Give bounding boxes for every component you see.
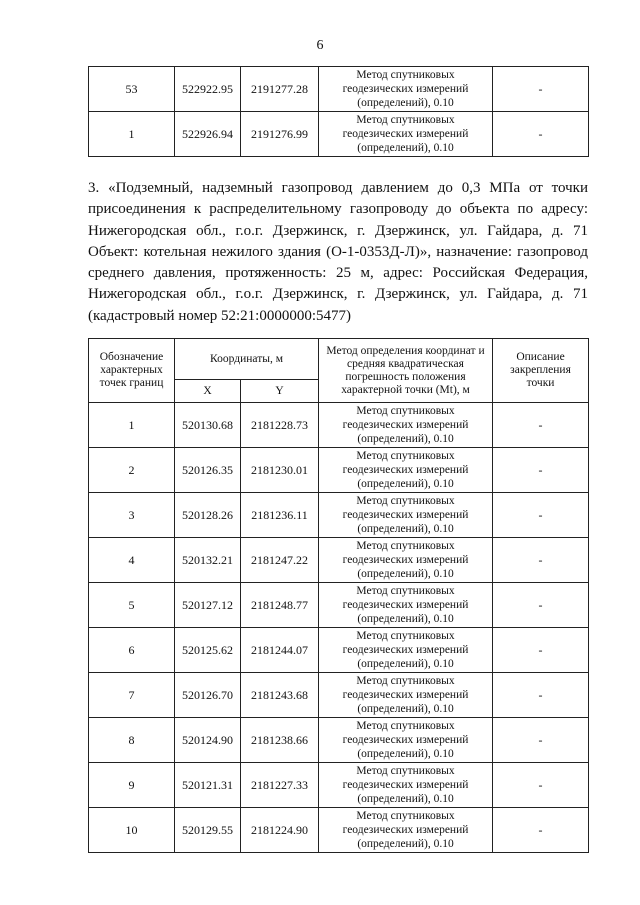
point-cell: 7 xyxy=(89,673,175,718)
description-cell: - xyxy=(493,808,589,853)
description-cell: - xyxy=(493,448,589,493)
table-header xyxy=(89,339,589,403)
method-cell: Метод спутниковых геодезических измерений (определений), 0.10 xyxy=(319,403,493,448)
main-coordinates-table xyxy=(88,338,589,853)
top-table-body xyxy=(89,67,589,157)
description-cell: - xyxy=(493,112,589,157)
description-cell: - xyxy=(493,763,589,808)
x-cell: 520125.62 xyxy=(175,628,241,673)
point-cell: 53 xyxy=(89,67,175,112)
point-cell: 10 xyxy=(89,808,175,853)
table-row xyxy=(89,673,589,718)
method-cell: Метод спутниковых геодезических измерений (определений), 0.10 xyxy=(319,808,493,853)
method-cell: Метод спутниковых геодезических измерений (определений), 0.10 xyxy=(319,493,493,538)
method-cell: Метод спутниковых геодезических измерений (определений), 0.10 xyxy=(319,583,493,628)
point-cell: 6 xyxy=(89,628,175,673)
y-cell: 2181244.07 xyxy=(241,628,319,673)
point-cell: 5 xyxy=(89,583,175,628)
method-cell: Метод спутниковых геодезических измерений (определений), 0.10 xyxy=(319,673,493,718)
x-cell: 520126.70 xyxy=(175,673,241,718)
description-cell: - xyxy=(493,538,589,583)
x-cell: 520132.21 xyxy=(175,538,241,583)
table-row xyxy=(89,538,589,583)
y-cell: 2181224.90 xyxy=(241,808,319,853)
main-table-body xyxy=(89,403,589,853)
y-cell: 2191277.28 xyxy=(241,67,319,112)
table-row xyxy=(89,628,589,673)
x-cell: 520127.12 xyxy=(175,583,241,628)
point-cell: 9 xyxy=(89,763,175,808)
y-cell: 2181238.66 xyxy=(241,718,319,763)
section-paragraph: 3. «Подземный, надземный газопровод давлением до 0,3 МПа от точки присоединения к распределительному газопроводу до объекта по адресу: Нижегородская обл., г.о.г. Дзержинск, г. Дзержинск, ул. Гайдара, д. 71 Объект: котельная нежилого здания (О-1-0353Д-Л)», назначение: газопровод среднего давления, протяженность: 25 м, адрес: Российская Федерация, Нижегородская обл., г.о.г. Дзержинск, г. Дзержинск, ул. Гайдара, д. 71 (кадастровый номер 52:21:0000000:5477) xyxy=(88,180,588,324)
table-row xyxy=(89,448,589,493)
point-cell: 3 xyxy=(89,493,175,538)
y-cell: 2181227.33 xyxy=(241,763,319,808)
top-coordinates-table xyxy=(88,66,589,157)
description-cell: - xyxy=(493,493,589,538)
table-row xyxy=(89,112,589,157)
header-point: Обозначение характерных точек границ xyxy=(89,339,175,403)
table-row xyxy=(89,403,589,448)
description-cell: - xyxy=(493,673,589,718)
x-cell: 520124.90 xyxy=(175,718,241,763)
x-cell: 522922.95 xyxy=(175,67,241,112)
table-row xyxy=(89,493,589,538)
description-cell: - xyxy=(493,403,589,448)
header-description: Описание закрепления точки xyxy=(493,339,589,403)
x-cell: 520126.35 xyxy=(175,448,241,493)
table-row xyxy=(89,718,589,763)
y-cell: 2181247.22 xyxy=(241,538,319,583)
point-cell: 2 xyxy=(89,448,175,493)
x-cell: 520130.68 xyxy=(175,403,241,448)
y-cell: 2181230.01 xyxy=(241,448,319,493)
point-cell: 1 xyxy=(89,112,175,157)
table-row xyxy=(89,763,589,808)
table-row xyxy=(89,808,589,853)
method-cell: Метод спутниковых геодезических измерений (определений), 0.10 xyxy=(319,763,493,808)
x-cell: 520121.31 xyxy=(175,763,241,808)
page-number: 6 xyxy=(316,38,324,53)
table-row xyxy=(89,67,589,112)
point-cell: 4 xyxy=(89,538,175,583)
x-cell: 522926.94 xyxy=(175,112,241,157)
method-cell: Метод спутниковых геодезических измерений (определений), 0.10 xyxy=(319,628,493,673)
header-method: Метод определения координат и средняя квадратическая погрешность положения характерной точки (Mt), м xyxy=(319,339,493,403)
point-cell: 8 xyxy=(89,718,175,763)
method-cell: Метод спутниковых геодезических измерений (определений), 0.10 xyxy=(319,112,493,157)
description-cell: - xyxy=(493,718,589,763)
x-cell: 520128.26 xyxy=(175,493,241,538)
header-coords: Координаты, м xyxy=(175,339,319,380)
x-cell: 520129.55 xyxy=(175,808,241,853)
y-cell: 2181236.11 xyxy=(241,493,319,538)
description-cell: - xyxy=(493,628,589,673)
y-cell: 2191276.99 xyxy=(241,112,319,157)
y-cell: 2181248.77 xyxy=(241,583,319,628)
header-y: Y xyxy=(241,380,319,403)
y-cell: 2181243.68 xyxy=(241,673,319,718)
description-cell: - xyxy=(493,583,589,628)
description-cell: - xyxy=(493,67,589,112)
method-cell: Метод спутниковых геодезических измерений (определений), 0.10 xyxy=(319,67,493,112)
method-cell: Метод спутниковых геодезических измерений (определений), 0.10 xyxy=(319,538,493,583)
table-row xyxy=(89,583,589,628)
method-cell: Метод спутниковых геодезических измерений (определений), 0.10 xyxy=(319,718,493,763)
method-cell: Метод спутниковых геодезических измерений (определений), 0.10 xyxy=(319,448,493,493)
header-x: X xyxy=(175,380,241,403)
y-cell: 2181228.73 xyxy=(241,403,319,448)
point-cell: 1 xyxy=(89,403,175,448)
